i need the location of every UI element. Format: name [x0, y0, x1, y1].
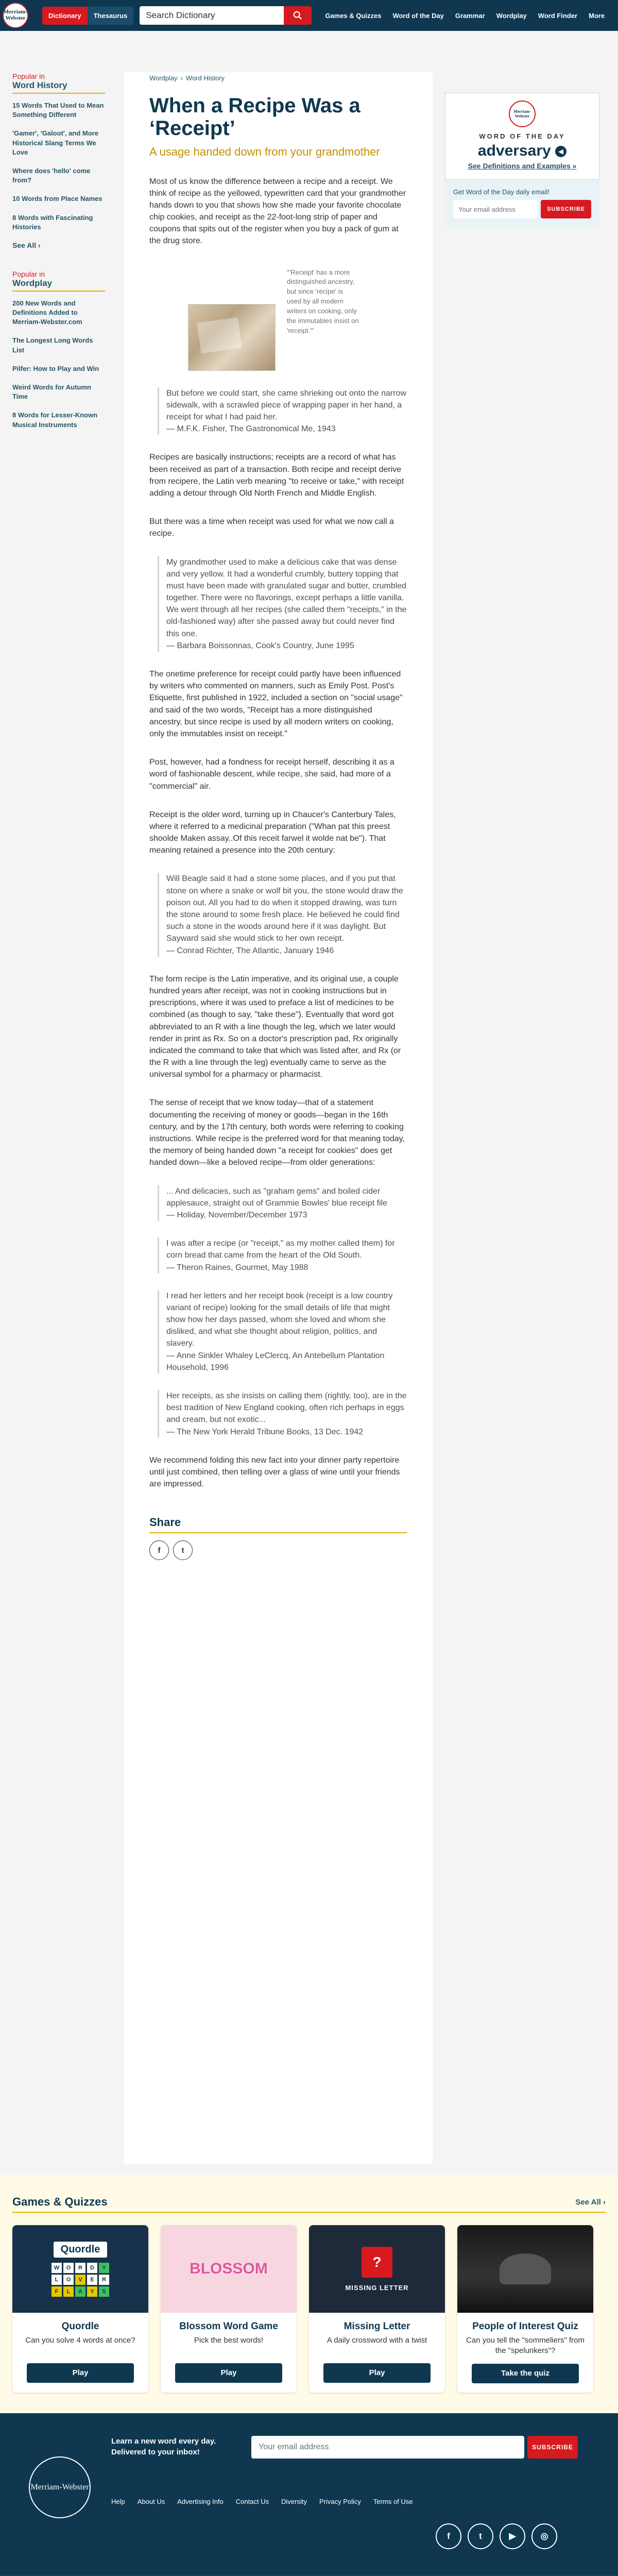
quote-text: My grandmother used to make a delicious cake that was dense and very yellow. It had a wonderful crumbly, buttery topping that must have been made with granulated sugar and butter, crumbled together. There were no flavorings, except perhaps a little vanilla. We went through all her recipes (she called them "receipts," in the old-fashioned way) after she passed away but could never find this one. — [166, 557, 407, 638]
game-card-missing-letter[interactable] — [309, 2225, 445, 2393]
quordle-tile: W — [52, 2263, 62, 2273]
breadcrumb-wordplay[interactable]: Wordplay — [149, 74, 178, 82]
quote-text: But before we could start, she came shrieking out onto the narrow sidewalk, with a scrawled piece of wrapping paper in her hand, a receipt for what I had paid her. — [166, 388, 407, 421]
play-button[interactable]: Play — [323, 2363, 431, 2383]
popular-link[interactable]: 8 Words for Lesser-Known Musical Instruments — [12, 411, 98, 429]
footer-link-terms[interactable]: Terms of Use — [373, 2497, 413, 2505]
left-sidebar — [12, 72, 105, 439]
footer-link-help[interactable]: Help — [111, 2497, 125, 2505]
quote-attribution: — Barbara Boissonnas, Cook's Country, June 1995 — [166, 641, 354, 650]
paragraph: Recipes are basically instructions; receipts are a record of what has been received as part of a transaction. Both recipe and receipt derive from recipere, the Latin verb meaning "to receive or take," with receipt adding a detour through Old North French and Middle English. — [149, 453, 404, 498]
wotd-logo: Merriam-Webster — [509, 100, 536, 127]
nav-word-of-the-day[interactable]: Word of the Day — [392, 11, 444, 20]
quordle-tile: S — [99, 2286, 109, 2297]
popular-list — [12, 101, 105, 232]
article — [124, 72, 433, 2164]
game-card-quordle[interactable] — [12, 2225, 148, 2393]
cave-silhouette — [500, 2253, 551, 2284]
footer-link-contact[interactable]: Contact Us — [235, 2497, 269, 2505]
instagram-icon[interactable]: ◎ — [531, 2523, 557, 2549]
breadcrumb: Wordplay › Word History — [149, 74, 225, 82]
quordle-tile: L — [52, 2275, 62, 2285]
paragraph: Receipt is the older word, turning up in Chaucer's Canterbury Tales, where it referred to a medicinal preparation ("Whan pat this preest shoolde Maken assay..Of this receit farwel it wolde nat be"). That meaning retained a presence into the 20th century: — [149, 810, 396, 855]
quordle-tile: D — [87, 2263, 97, 2273]
card-title: Blossom Word Game — [179, 2321, 278, 2332]
footer-link-diversity[interactable]: Diversity — [281, 2497, 307, 2505]
popular-link[interactable]: Where does 'hello' come from? — [12, 166, 91, 184]
card-title: Quordle — [61, 2321, 99, 2332]
quote — [158, 873, 407, 956]
thesaurus-tab[interactable]: Thesaurus — [88, 7, 134, 25]
missing-letter-logo: MISSING LETTER — [345, 2283, 409, 2292]
logo-line1: Merriam- — [3, 9, 28, 15]
paragraph: We recommend folding this new fact into your dinner party repertoire until just combined, then telling over a glass of wine until your friends are impressed. — [149, 1455, 400, 1489]
quote-text: I read her letters and her receipt book (receipt is a low country variant of recipe) looking for the small details of life that might show how her days passed, whom she loved and whom she disliked, and what she thought about religion, politics, and slavery. — [166, 1291, 393, 1348]
facebook-icon[interactable]: f — [149, 1540, 169, 1560]
missing-letter-image — [309, 2225, 445, 2313]
nav-wordplay[interactable]: Wordplay — [496, 11, 527, 20]
games-see-all[interactable]: See All › — [575, 2197, 606, 2207]
quote — [158, 1238, 407, 1274]
share-icons — [149, 1540, 407, 1560]
game-card-blossom[interactable] — [161, 2225, 297, 2393]
quote-text: Will Beagle said it had a stone some places, and if you put that stone on where a snake or wolf bit you, the stone would draw the poison out. All you had to do when it stopped drawing, was turn the stone around to some fresh place. He believed he could find such a stone in the woods around here if it was daylight. But Sayward said she would stick to her own receipt. — [166, 874, 403, 943]
quote-attribution: — Theron Raines, Gourmet, May 1988 — [166, 1263, 308, 1272]
nav-more[interactable]: More — [589, 11, 605, 20]
nav-grammar[interactable]: Grammar — [455, 11, 485, 20]
wotd-email-signup — [445, 180, 599, 227]
wotd-definitions-link[interactable]: See Definitions and Examples » — [468, 162, 577, 170]
quote-attribution: — Anne Sinkler Whaley LeClercq, An Antebellum Plantation Household, 1996 — [166, 1351, 385, 1372]
wotd-email-label: Get Word of the Day daily email! — [453, 188, 550, 196]
play-button[interactable]: Play — [175, 2363, 282, 2383]
quordle-grid — [52, 2263, 109, 2297]
wotd-label: WORD OF THE DAY — [479, 132, 565, 140]
quote-attribution: — M.F.K. Fisher, The Gastronomical Me, 1943 — [166, 425, 336, 434]
article-figure — [188, 268, 368, 371]
word-of-the-day-widget — [445, 93, 599, 180]
popular-kicker: Popular in — [12, 269, 45, 278]
popular-link[interactable]: Weird Words for Autumn Time — [12, 383, 91, 401]
quordle-tile: Y — [87, 2286, 97, 2297]
quordle-tile: Y — [99, 2263, 109, 2273]
popular-link[interactable]: 10 Words from Place Names — [12, 195, 102, 203]
figure-caption: "'Receipt' has a more distinguished ancestry, but since 'recipe' is used by all modern writers on cooking, only the immutables insist on 'receipt.'" — [287, 268, 359, 334]
paragraph: Post, however, had a fondness for receipt herself, describing it as a word of fashionable descent, while recipe, she said, had more of a "commercial" air. — [149, 758, 394, 791]
main-nav — [325, 12, 605, 20]
blossom-image — [161, 2225, 297, 2313]
search-icon — [293, 11, 302, 20]
footer-learn-line2: Delivered to your inbox! — [111, 2447, 200, 2456]
top-header — [0, 0, 618, 31]
popular-link[interactable]: 15 Words That Used to Mean Something Different — [12, 101, 104, 119]
footer-link-privacy[interactable]: Privacy Policy — [319, 2497, 361, 2505]
card-description: A daily crossword with a twist — [327, 2336, 427, 2345]
quordle-tile: R — [75, 2263, 85, 2273]
recipe-card-image — [188, 304, 276, 371]
twitter-icon[interactable]: t — [468, 2523, 493, 2549]
quote-attribution: — Conrad Richter, The Atlantic, January 1946 — [166, 946, 334, 955]
popular-heading: Word History — [12, 80, 105, 94]
paragraph: The form recipe is the Latin imperative, and its original use, a couple hundred years after receipt, was not in cooking instructions but in prescriptions, where it was used to preface a list of medicines to be combined (as though to say, "take these"). Eventually that word got abbreviated to an R with a line though the leg, which we later would render in print as Rx. So on a doctor's prescription pad, Rx originally indicated the command to take that which was listed after, and Rx (or the R with a line through the leg) eventually came to serve as the universal symbol for a pharmacy or pharmacist. — [149, 974, 401, 1079]
card-title: Missing Letter — [344, 2321, 410, 2332]
play-button[interactable]: Play — [27, 2363, 134, 2383]
wotd-word[interactable] — [454, 142, 591, 160]
wotd-subscribe-button[interactable]: SUBSCRIBE — [541, 200, 591, 218]
quordle-tile: A — [75, 2286, 85, 2297]
popular-link[interactable]: 'Gamer', 'Galoot', and More Historical Slang Terms We Love — [12, 129, 98, 156]
card-description: Can you solve 4 words at once? — [25, 2336, 135, 2345]
paragraph: The onetime preference for receipt could partly have been influenced by writers who commented on manners, such as Emily Post. Post's Etiquette, first published in 1922, included a section on "social usage" and said of the two words, "Receipt has a more distinguished ancestry, but since recipe is used by all modern writers on cooking, only the immutables insist on receipt." — [149, 670, 403, 738]
footer-link-advertising[interactable]: Advertising Info — [177, 2497, 224, 2505]
paragraph: Most of us know the difference between a recipe and a receipt. We think of recipe as the yellowed, typewritten card that your grandmother hands down to you that shows how she made your favorite chocolate chip cookies, and receipt as the 22-foot-long strip of paper and coupons that spits out of the register when you buy a pack of gum at the drug store. — [149, 177, 406, 246]
games-heading: Games & Quizzes — [12, 2195, 108, 2208]
quote — [158, 1185, 407, 1222]
card-title: People of Interest Quiz — [472, 2321, 578, 2332]
footer — [0, 2413, 618, 2575]
popular-link[interactable]: 200 New Words and Definitions Added to Merriam-Webster.com — [12, 299, 82, 326]
breadcrumb-word-history[interactable]: Word History — [186, 74, 225, 82]
speaker-icon[interactable]: ◀ — [555, 146, 566, 157]
quote — [158, 387, 407, 435]
popular-heading: Wordplay — [12, 278, 105, 292]
quote — [158, 556, 407, 652]
quordle-tile: O — [63, 2263, 74, 2273]
twitter-icon[interactable]: t — [173, 1540, 193, 1560]
paragraph: The sense of receipt that we know today—that of a statement documenting the receiving of money or goods—began in the 16th century, and by the 17th century, both words were referring to cooking instructions. While recipe is the preferred word for that meaning today, the memory of being handed down "a receipt for cookies" does get handed down—like a beloved recipe—from older generations: — [149, 1098, 405, 1167]
facebook-icon[interactable]: f — [436, 2523, 461, 2549]
right-sidebar — [445, 93, 599, 227]
missing-letter-tile: ? — [362, 2247, 392, 2278]
popular-link[interactable]: The Longest Long Words List — [12, 336, 93, 354]
see-all-label: See All — [12, 241, 37, 249]
card-description: Can you tell the "sommeliers" from the "spelunkers"? — [466, 2336, 585, 2355]
quote — [158, 1290, 407, 1374]
popular-list — [12, 299, 105, 430]
dictionary-tab[interactable]: Dictionary — [42, 7, 88, 25]
quordle-tile: V — [75, 2275, 85, 2285]
quote-text: I was after a recipe (or "receipt," as my mother called them) for corn bread that came from the heart of the Old South. — [166, 1239, 395, 1260]
paragraph: But there was a time when receipt was used for what we now call a recipe. — [149, 517, 394, 538]
see-all-link[interactable]: See All › — [12, 241, 41, 249]
popular-link[interactable]: Pilfer: How to Play and Win — [12, 364, 99, 372]
quordle-tile: F — [52, 2286, 62, 2297]
take-quiz-button[interactable]: Take the quiz — [472, 2364, 579, 2383]
quote-text: Her receipts, as she insists on calling them (rightly, too), are in the best tradition of New England cooking, often rich perhaps in eggs and cream, but not exotic... — [166, 1392, 407, 1425]
page-title: When a Recipe Was a ‘Receipt’ — [149, 94, 360, 140]
search-input[interactable]: Search Dictionary — [140, 6, 284, 25]
nav-word-finder[interactable]: Word Finder — [538, 11, 577, 20]
footer-social — [436, 2523, 557, 2549]
popular-link[interactable]: 8 Words with Fascinating Histories — [12, 213, 93, 231]
footer-learn — [111, 2436, 216, 2458]
popular-kicker: Popular in — [12, 72, 45, 80]
game-card-people-quiz[interactable] — [457, 2225, 593, 2393]
footer-logo[interactable]: Merriam-Webster — [29, 2456, 91, 2518]
page-subtitle: A usage handed down from your grandmother — [149, 145, 380, 158]
games-see-all-label: See All — [575, 2197, 601, 2207]
quordle-image — [12, 2225, 148, 2313]
share-heading: Share — [149, 1516, 407, 1533]
logo-badge — [3, 3, 28, 28]
search-button[interactable] — [284, 6, 312, 25]
games-section — [0, 2174, 618, 2413]
people-quiz-image — [457, 2225, 593, 2313]
blossom-logo: BLOSSOM — [190, 2260, 268, 2277]
footer-learn-line1: Learn a new word every day. — [111, 2436, 216, 2446]
youtube-icon[interactable]: ▶ — [500, 2523, 525, 2549]
footer-subscribe-button[interactable]: SUBSCRIBE — [527, 2436, 578, 2459]
quordle-tile: O — [63, 2275, 74, 2285]
quordle-logo: Quordle — [54, 2242, 108, 2258]
wotd-email-input[interactable]: Your email address — [453, 200, 538, 218]
footer-email-input[interactable]: Your email address — [251, 2436, 524, 2459]
footer-links — [111, 2498, 413, 2505]
site-logo[interactable] — [0, 0, 31, 31]
logo-line2: Webster — [5, 15, 26, 21]
quordle-tile: E — [87, 2275, 97, 2285]
quote — [158, 1390, 407, 1438]
footer-link-about[interactable]: About Us — [137, 2497, 165, 2505]
quote-text: ... And delicacies, such as "graham gems" and boiled cider applesauce, straight out of Grammie Bowles' blue receipt file — [166, 1187, 388, 1208]
card-description: Pick the best words! — [194, 2336, 264, 2345]
quote-attribution: — The New York Herald Tribune Books, 13 Dec. 1942 — [166, 1427, 364, 1436]
wotd-word-text: adversary — [477, 142, 551, 159]
quordle-tile: R — [99, 2275, 109, 2285]
quote-attribution: — Holiday, November/December 1973 — [166, 1210, 307, 1219]
quordle-tile: L — [63, 2286, 74, 2297]
page-body — [0, 31, 618, 2174]
nav-games[interactable]: Games & Quizzes — [325, 11, 382, 20]
